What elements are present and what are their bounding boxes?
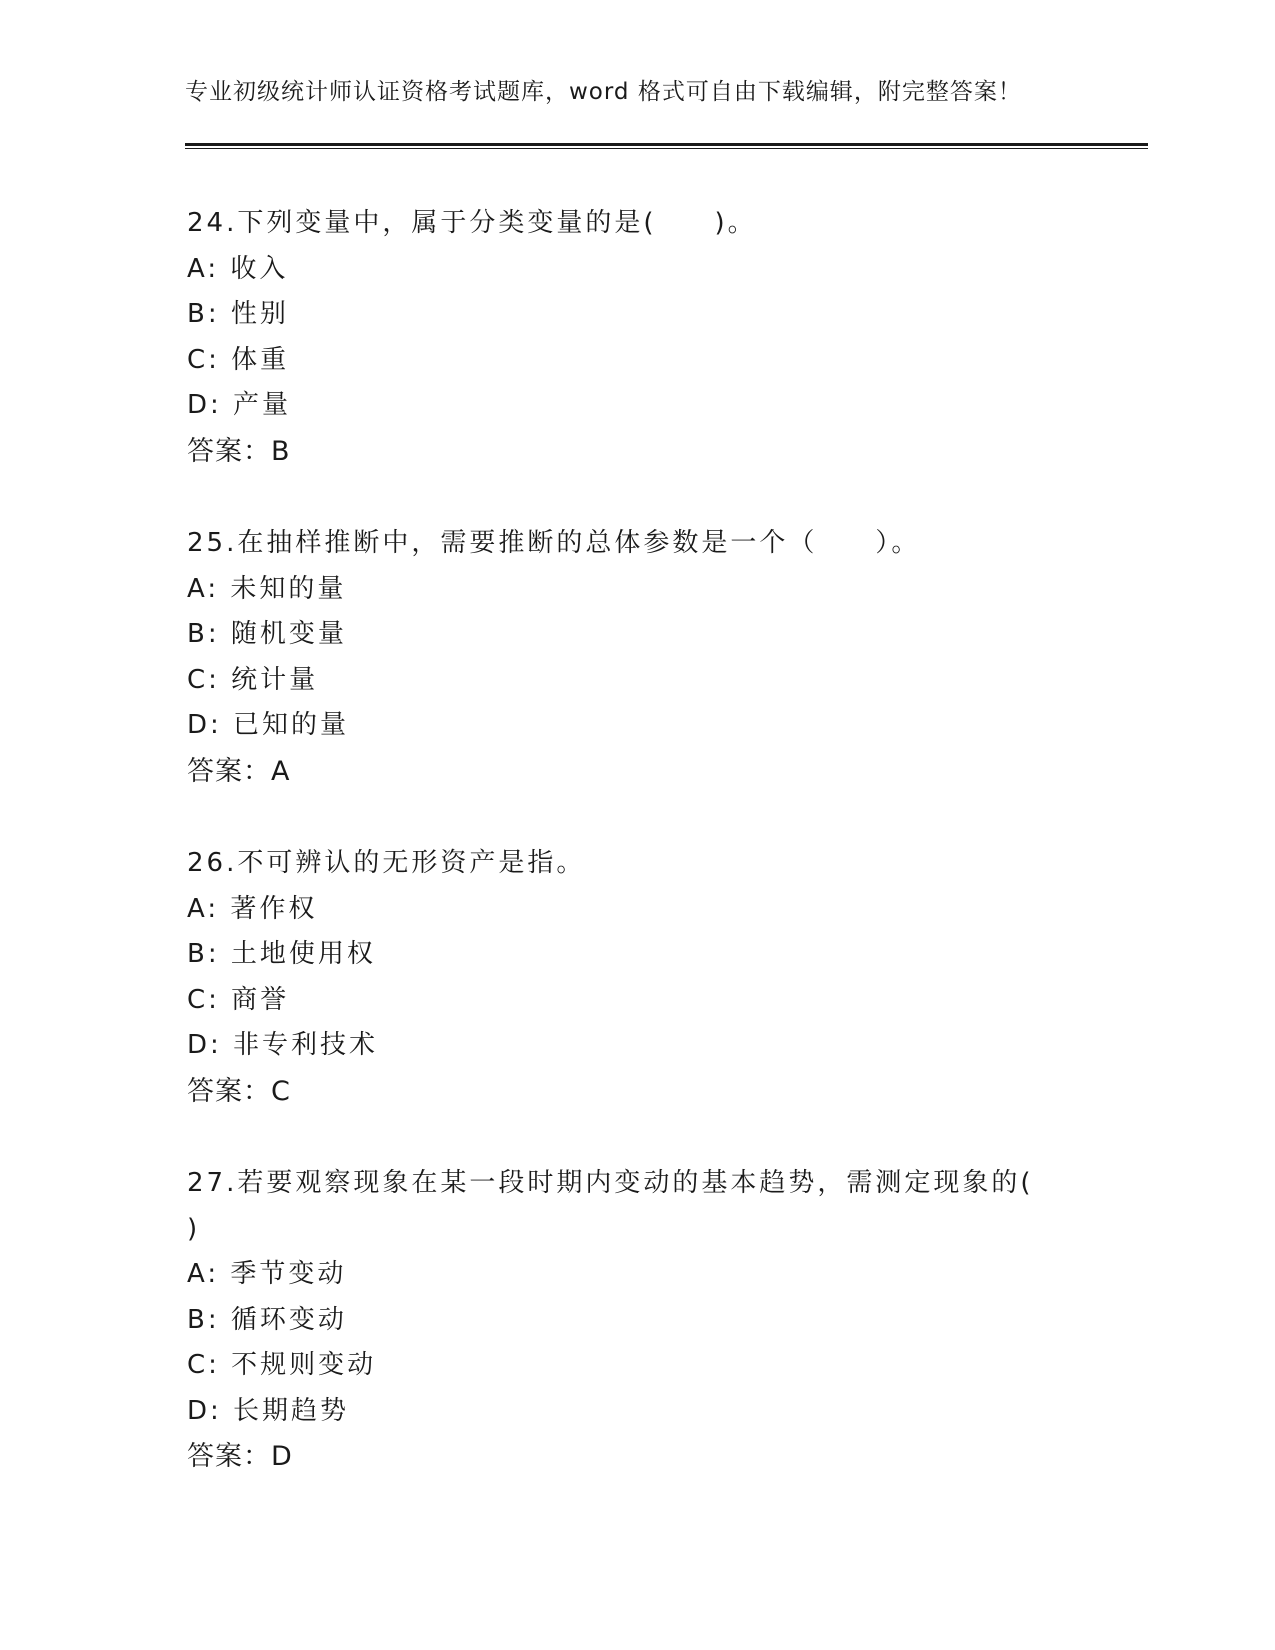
question-stem: 26.不可辨认的无形资产是指。 [187,848,586,878]
question-list [187,201,1092,1527]
option-d: D: 已知的量 [187,710,350,740]
option-c: C: 不规则变动 [187,1350,377,1380]
answer: 答案：A [187,755,291,787]
answer: 答案：C [187,1075,291,1107]
option-c: C: 商誉 [187,984,290,1015]
option-b: B: 循环变动 [187,1304,347,1335]
question-26 [187,841,1087,1114]
question-stem: 25.在抽样推断中，需要推断的总体参数是一个（ ）。 [187,528,921,558]
option-b: B: 土地使用权 [187,939,376,969]
option-d: D: 长期趋势 [187,1395,350,1426]
option-d: D: 产量 [187,390,292,420]
question-24 [187,201,1087,474]
question-stem: 27.若要观察现象在某一段时期内变动的基本趋势，需测定现象的( ) [187,1168,1092,1244]
answer: 答案：B [187,435,291,467]
page-header: 专业初级统计师认证资格考试题库，word 格式可自由下载编辑，附完整答案！ [185,79,1022,105]
option-a: A: 未知的量 [187,573,347,604]
option-c: C: 统计量 [187,664,319,695]
option-b: B: 性别 [187,299,289,329]
header-divider [185,143,1148,149]
question-27 [187,1161,1092,1480]
answer: 答案：D [187,1441,293,1472]
option-c: C: 体重 [187,344,290,375]
option-a: A: 收入 [187,253,289,284]
option-b: B: 随机变量 [187,619,347,649]
option-a: A: 季节变动 [187,1259,347,1289]
question-25 [187,521,1087,794]
option-d: D: 非专利技术 [187,1030,379,1060]
option-a: A: 著作权 [187,893,318,924]
question-stem: 24.下列变量中，属于分类变量的是( )。 [187,208,757,238]
